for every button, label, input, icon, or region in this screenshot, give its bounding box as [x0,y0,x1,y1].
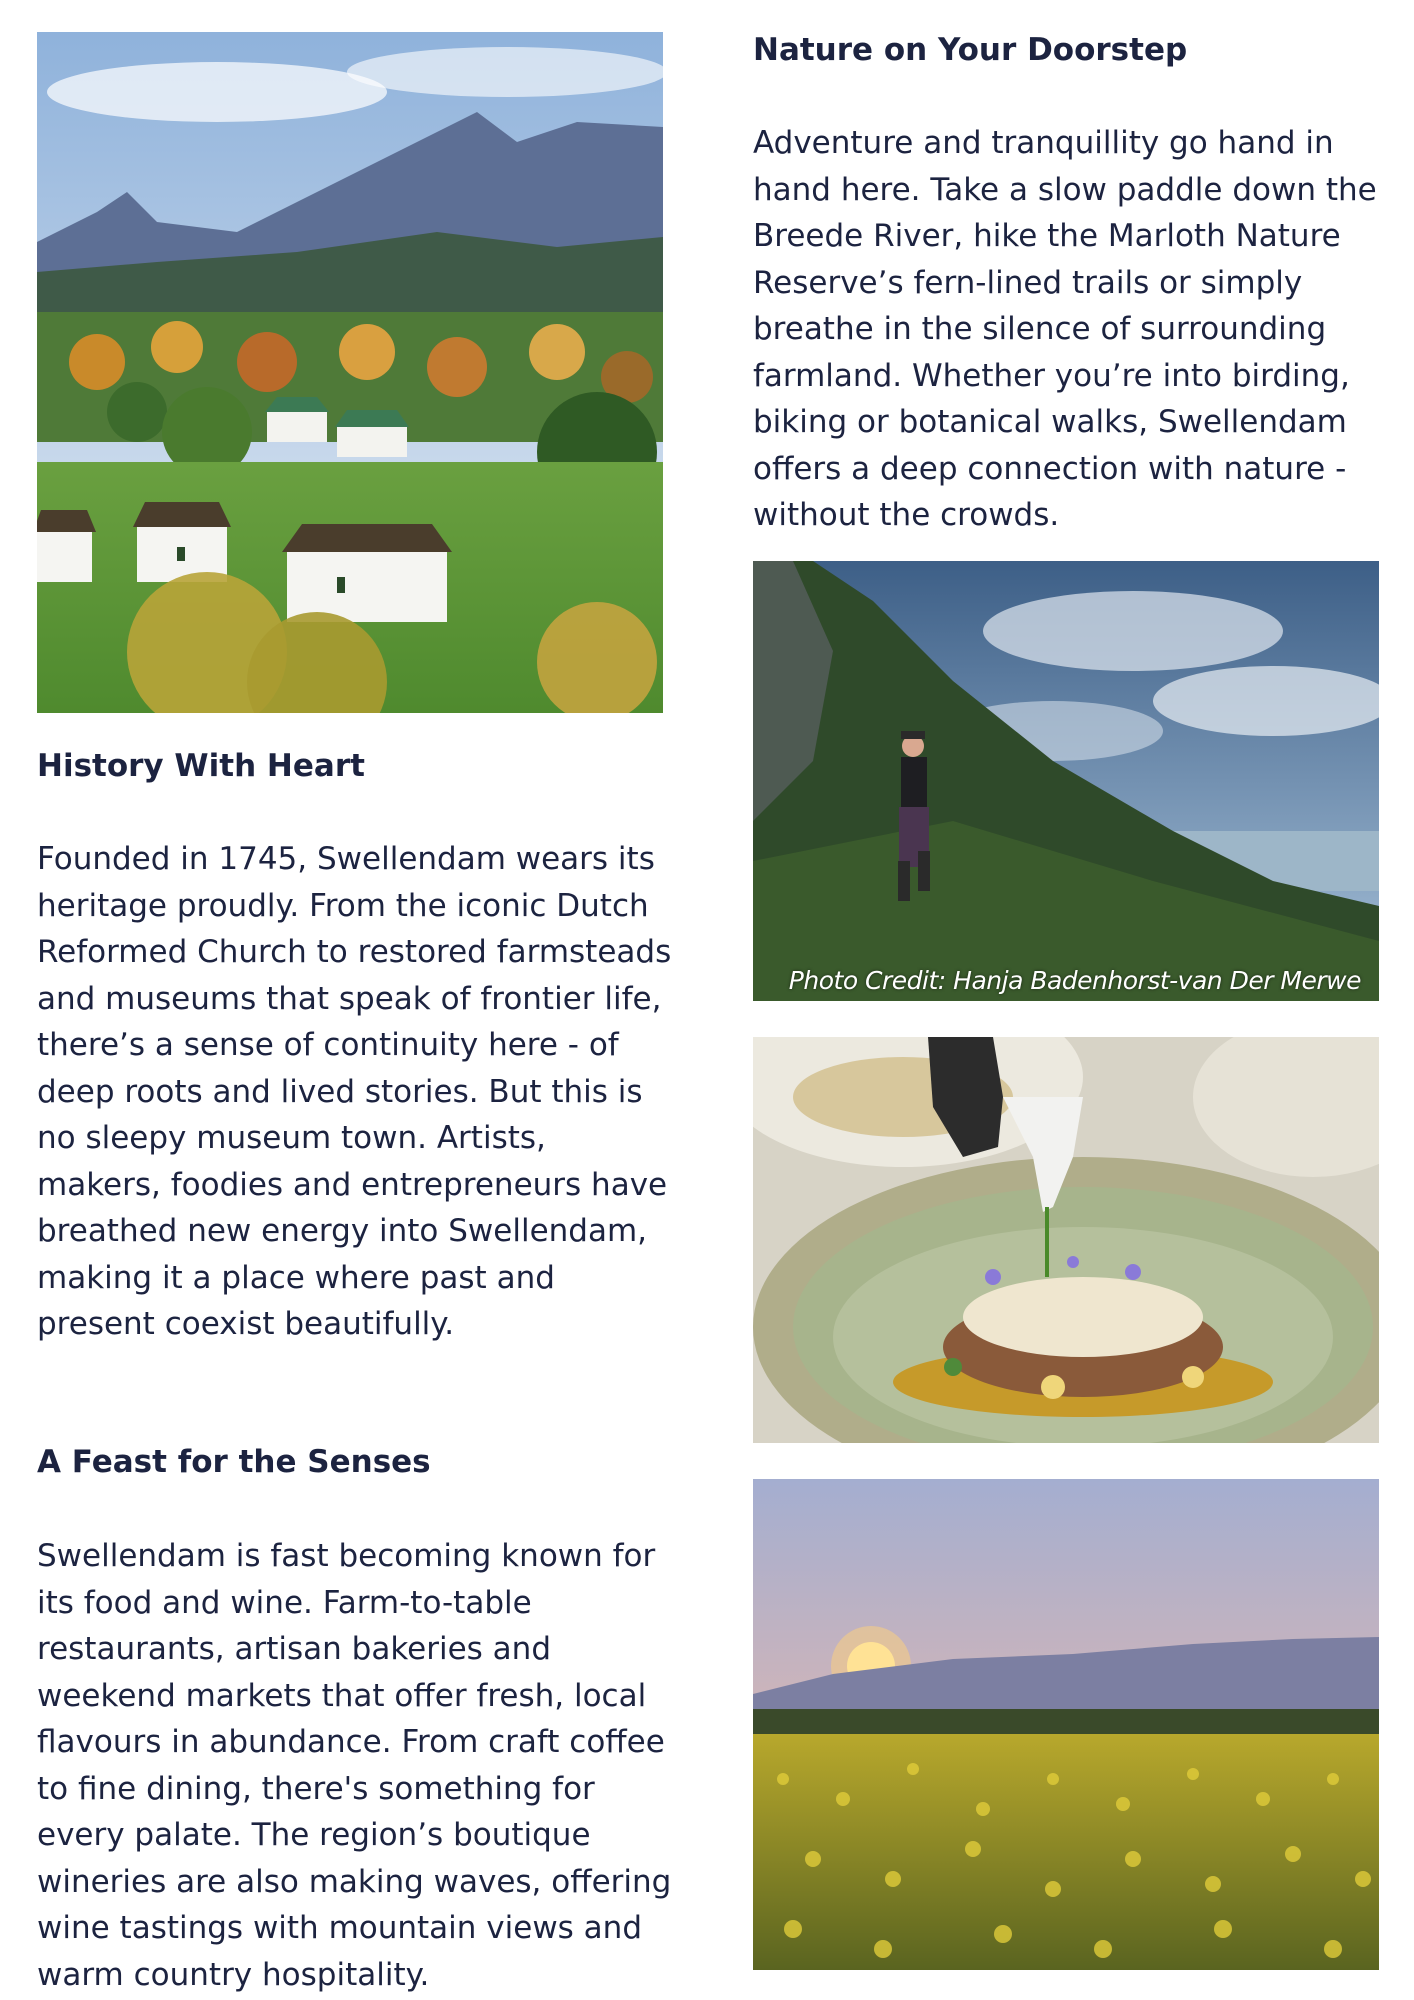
history-heading: History With Heart [37,748,365,784]
history-body: Founded in 1745, Swellendam wears its heritage proudly. From the iconic Dutch Reformed Church to restored farmsteads and museums that speak of frontier life, there’s a sense of continuity here - of deep roots and lived stories. But this is no sleepy museum town. Artists, makers, foodies and entrepreneurs have breathed new energy into Swellendam, making it a place where past and present coexist beautifully. [37,841,672,1342]
sunset-field-photo [753,1479,1379,1970]
nature-heading: Nature on Your Doorstep [753,32,1188,68]
hiker-photo [753,561,1379,1001]
nature-body: Adventure and tranquillity go hand in hand here. Take a slow paddle down the Breede River, hike the Marloth Nature Reserve’s fern-lined trails or simply breathe in the silence of surrounding farmland. Whether you’re into birding, biking or botanical walks, Swellendam offers a deep connection with nature - without the crowds. [753,125,1377,533]
photo-credit: Photo Credit: Hanja Badenhorst-van Der Merwe [788,966,1361,995]
feast-body: Swellendam is fast becoming known for its food and wine. Farm-to-table restaurants, artisan bakeries and weekend markets that offer fresh, local flavours in abundance. From craft coffee to fine dining, there's something for every palate. The region’s boutique wineries are also making waves, offering wine tastings with mountain views and warm country hospitality. [37,1538,672,1993]
food-photo [753,1037,1379,1443]
feast-heading: A Feast for the Senses [37,1444,431,1480]
village-photo [37,32,663,713]
